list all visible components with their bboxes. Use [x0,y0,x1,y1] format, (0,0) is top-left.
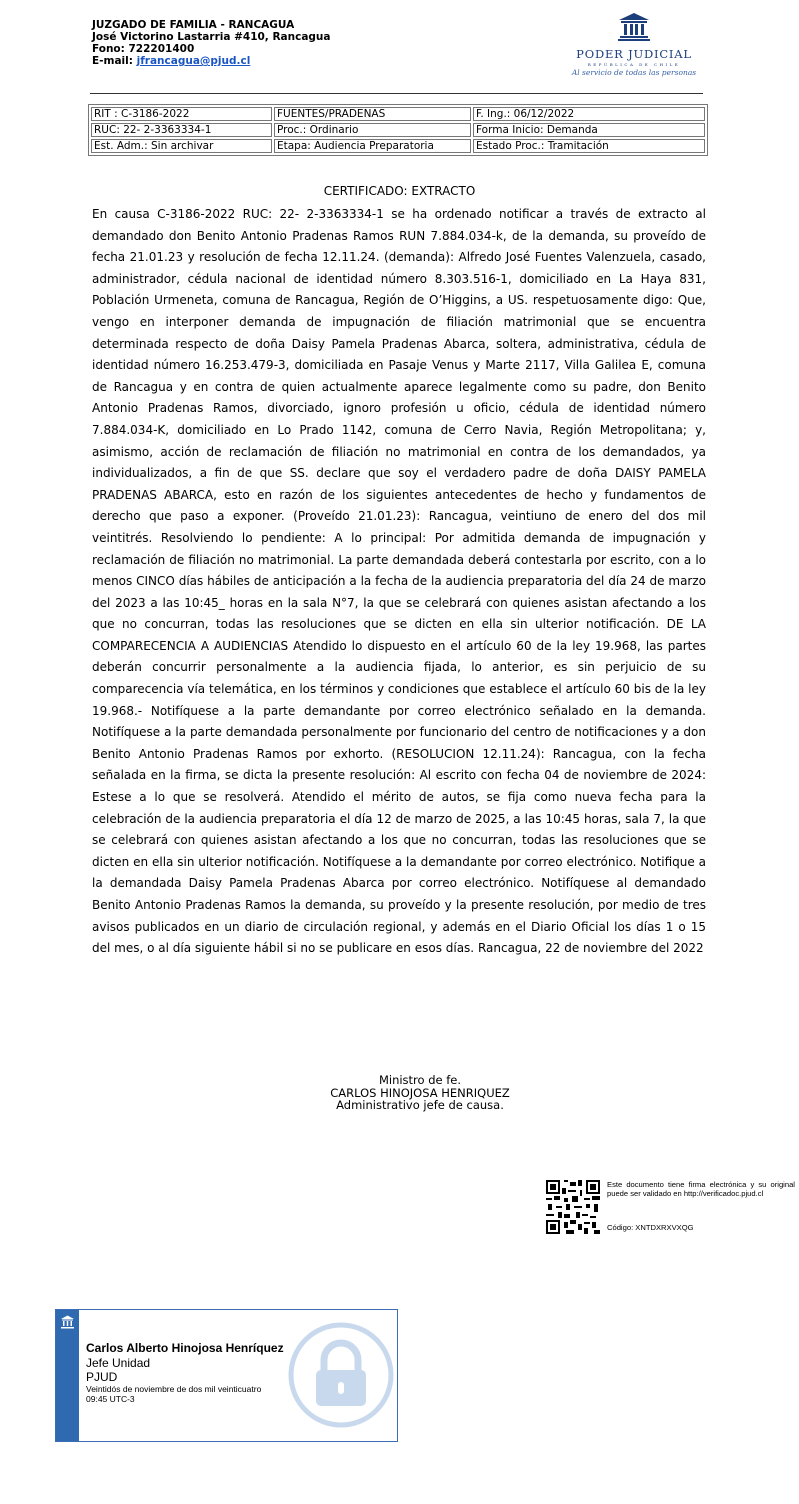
court-phone: Fono: 722201400 [92,43,195,55]
document-title: CERTIFICADO: EXTRACTO [323,184,476,198]
signer-org: PJUD [86,1370,118,1384]
poder-judicial-logo [570,12,698,77]
verification-code: Código: XNTDXRXVXQG [607,1223,694,1232]
logo-title: PODER JUDICIAL [576,47,692,61]
court-email-label: E-mail: [92,55,133,67]
signature-name: CARLOS HINOJOSA HENRIQUEZ [330,1085,510,1100]
case-info-table [88,104,708,156]
signer-name: Carlos Alberto Hinojosa Henríquez [86,1341,284,1355]
table-cell: Est. Adm.: Sin archivar [91,139,272,153]
signer-role: Jefe Unidad [86,1356,151,1370]
logo-tagline: Al servicio de todas las personas [571,68,697,77]
padlock-watermark-icon [288,1322,394,1428]
table-cell: RUC: 22- 2-3363334-1 [91,123,272,137]
signature-time: 09:45 UTC-3 [86,1394,135,1404]
qr-code-icon [546,1180,600,1234]
stamp-sidebar [56,1310,79,1441]
table-row [91,107,705,121]
table-cell: Estado Proc.: Tramitación [473,139,705,153]
courthouse-logo-icon [617,12,651,42]
court-email-link[interactable]: jfrancagua@pjud.cl [136,55,251,67]
court-address: José Victorino Lastarria #410, Rancagua [92,31,331,43]
table-cell: Etapa: Audiencia Preparatoria [274,139,471,153]
verification-text: Este documento tiene firma electrónica y su original puede ser validado en http://verificadoc.pjud.cl [607,1180,795,1198]
electronic-signature-stamp [55,1309,398,1442]
table-cell: Proc.: Ordinario [274,123,471,137]
table-cell: F. Ing.: 06/12/2022 [473,107,705,121]
table-row [91,123,705,137]
signature-title: Administrativo jefe de causa. [336,1098,504,1112]
court-name: JUZGADO DE FAMILIA - RANCAGUA [92,19,295,31]
table-cell: FUENTES/PRADENAS [274,107,471,121]
signature-block [0,1074,799,1112]
court-email-line [92,55,331,67]
verification-box [546,1178,796,1234]
table-row [91,139,705,153]
signature-date: Veintidós de noviembre de dos mil veinticuatro [86,1384,262,1394]
courthouse-small-icon [60,1315,75,1330]
document-body: En causa C-3186-2022 RUC: 22- 2-3363334-1 se ha ordenado notificar a través de extracto al demandado don Benito Antonio Pradenas Ramos RUN 7.884.034-k, de la demanda, su proveído de fecha 21.01.23 y resolución de fecha 12.11.24. (demanda): Alfredo José Fuentes Valenzuela, casado, administrador, cédula nacional de identidad número 8.303.516-1, domiciliado en La Haya 831, Población Urmeneta, comuna de Rancagua, Región de O’Higgins, a US. respetuosamente digo: Que, vengo en interponer demanda de impugnación de filiación matrimonial que se encuentra determinada respecto de doña Daisy Pamela Pradenas Abarca, soltera, administrativa, cédula de identidad número 16.253.479-3, domiciliada en Pasaje Venus y Marte 2117, Villa Galilea E, comuna de Rancagua y en contra de quien actualmente aparece legalmente como su padre, don Benito Antonio Pradenas Ramos, divorciado, ignoro profesión u oficio, cédula de identidad número 7.884.034-K, domiciliado en Lo Prado 1142, comuna de Cerro Navia, Región Metropolitana; y, asimismo, acción de reclamación de filiación no matrimonial en contra de los demandados, ya individualizados, a fin de que SS. declare que soy el verdadero padre de doña DAISY PAMELA PRADENAS ABARCA, esto en razón de los siguientes antecedentes de hecho y fundamentos de derecho que paso a exponer. (Proveído 21.01.23): Rancagua, veintiuno de enero del dos mil veintitrés. Resolviendo lo pendiente: A lo principal: Por admitida demanda de impugnación y reclamación de filiación no matrimonial. La parte demandada deberá contestarla por escrito, con a lo menos CINCO días hábiles de anticipación a la fecha de la audiencia preparatoria del día 24 de marzo del 2023 a las 10:45_ horas en la sala N°7, la que se celebrará con quienes asistan afectando a los que no concurran, todas las resoluciones que se dicten en ella sin ulterior notificación. DE LA COMPARECENCIA A AUDIENCIAS Atendido lo dispuesto en el artículo 60 de la ley 19.968, las partes deberán concurrir personalmente a la audiencia fijada, lo anterior, es sin perjuicio de su comparecencia vía telemática, en los términos y condiciones que establece el artículo 60 bis de la ley 19.968.- Notifíquese a la parte demandante por correo electrónico señalado en la demanda. Notifíquese a la parte demandada personalmente por funcionario del centro de notificaciones y a don Benito Antonio Pradenas Ramos por exhorto. (RESOLUCION 12.11.24): Rancagua, con la fecha señalada en la firma, se dicta la presente resolución: Al escrito con fecha 04 de noviembre de 2024: Estese a lo que se resolverá. Atendido el mérito de autos, se fija como nueva fecha para la celebración de la audiencia preparatoria el día 12 de marzo de 2025, a las 10:45 horas, sala 7, la que se celebrará con quienes asistan afectando a los que no concurran, todas las resoluciones que se dicten en ella sin ulterior notificación. Notifíquese a la demandante por correo electrónico. Notifique a la demandada Daisy Pamela Pradenas Abarca por correo electrónico. Notifíquese al demandado Benito Antonio Pradenas Ramos la demanda, su proveído y la presente resolución, por medio de tres avisos publicados en un diario de circulación regional, y además en el Diario Oficial los días 1 o 15 del mes, o al día siguiente hábil si no se publicare en esos días. Rancagua, 22 de noviembre del 2022 [92,207,706,956]
header-divider [90,93,703,94]
table-cell: Forma Inicio: Demanda [473,123,705,137]
table-cell: RIT : C-3186-2022 [91,107,272,121]
court-header [92,19,331,67]
signature-role: Ministro de fe. [378,1073,462,1087]
logo-subtitle: REPÚBLICA DE CHILE [587,62,681,67]
stamp-text [86,1341,284,1404]
